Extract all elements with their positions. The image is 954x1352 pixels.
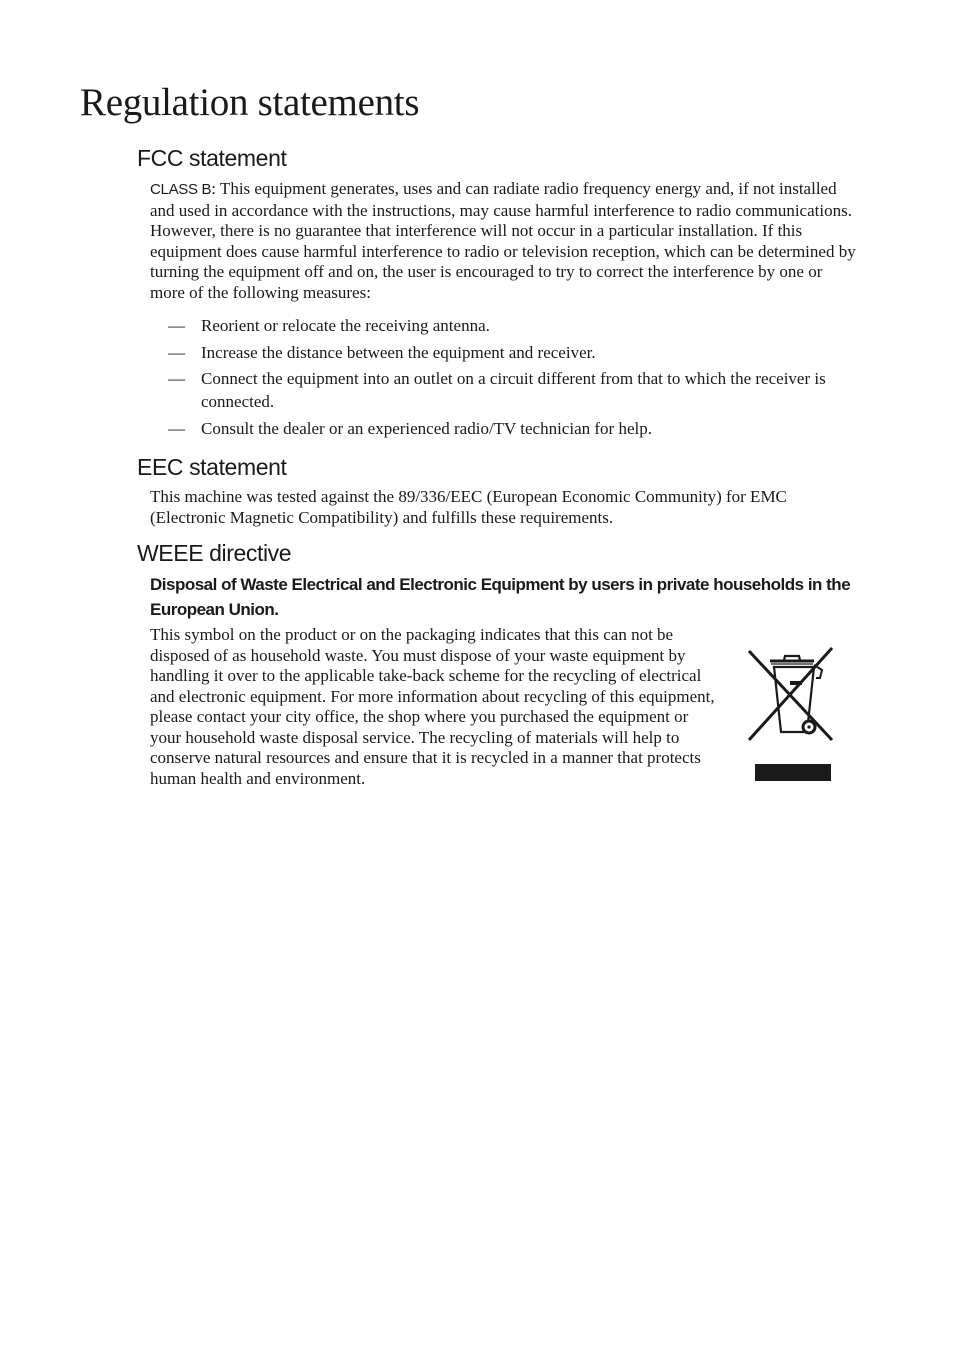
dash-bullet: — xyxy=(168,369,185,388)
fcc-paragraph-text: : This equipment generates, uses and can radiate radio frequency energy and, if not installed and used in accordance with the instructions, may cause harmful interference to radio communications. However, there is no guarantee that interference will not occur in a particular installation. If this equipment does cause harmful interference to radio or television reception, which can be determined by turning the equipment off and on, the user is encouraged to try to correct the interference by one or more of the following measures: xyxy=(150,179,856,302)
fcc-heading: FCC statement xyxy=(137,145,287,171)
measure-text: Reorient or relocate the receiving antenna. xyxy=(201,316,490,335)
measure-text: Connect the equipment into an outlet on a circuit different from that to which the receiver is connected. xyxy=(201,369,826,411)
list-item xyxy=(168,314,868,337)
list-item xyxy=(168,341,868,364)
fcc-measures-list xyxy=(168,314,868,443)
list-item xyxy=(168,417,868,440)
dash-bullet: — xyxy=(168,316,185,335)
class-b-label: CLASS B xyxy=(150,181,212,198)
eec-heading: EEC statement xyxy=(137,454,287,480)
list-item xyxy=(168,367,868,413)
page-title: Regulation statements xyxy=(80,81,420,124)
dash-bullet: — xyxy=(168,418,185,438)
fcc-paragraph xyxy=(150,179,856,303)
measure-text: Increase the distance between the equipment and receiver. xyxy=(201,342,596,362)
crossed-out-wheelie-bin-icon xyxy=(740,644,840,784)
dash-bullet: — xyxy=(168,342,185,362)
weee-heading: WEEE directive xyxy=(137,540,292,566)
weee-paragraph: This symbol on the product or on the packaging indicates that this can not be disposed of as household waste. You must dispose of your waste equipment by handling it over to the applicable take-back scheme for the recycling of electrical and electronic equipment. For more information about recycling of this equipment, please contact your city office, the shop where you purchased the equipment or your household waste disposal service. The recycling of materials will help to conserve natural resources and ensure that it is recycled in a manner that protects human health and environment. xyxy=(150,625,715,788)
eec-paragraph: This machine was tested against the 89/336/EEC (European Economic Community) for EMC (Electronic Magnetic Compatibility) and fulfills these requirements. xyxy=(150,487,787,527)
measure-text: Consult the dealer or an experienced radio/TV technician for help. xyxy=(201,418,652,438)
weee-subheading: Disposal of Waste Electrical and Electronic Equipment by users in private households in the European Union. xyxy=(150,575,851,619)
